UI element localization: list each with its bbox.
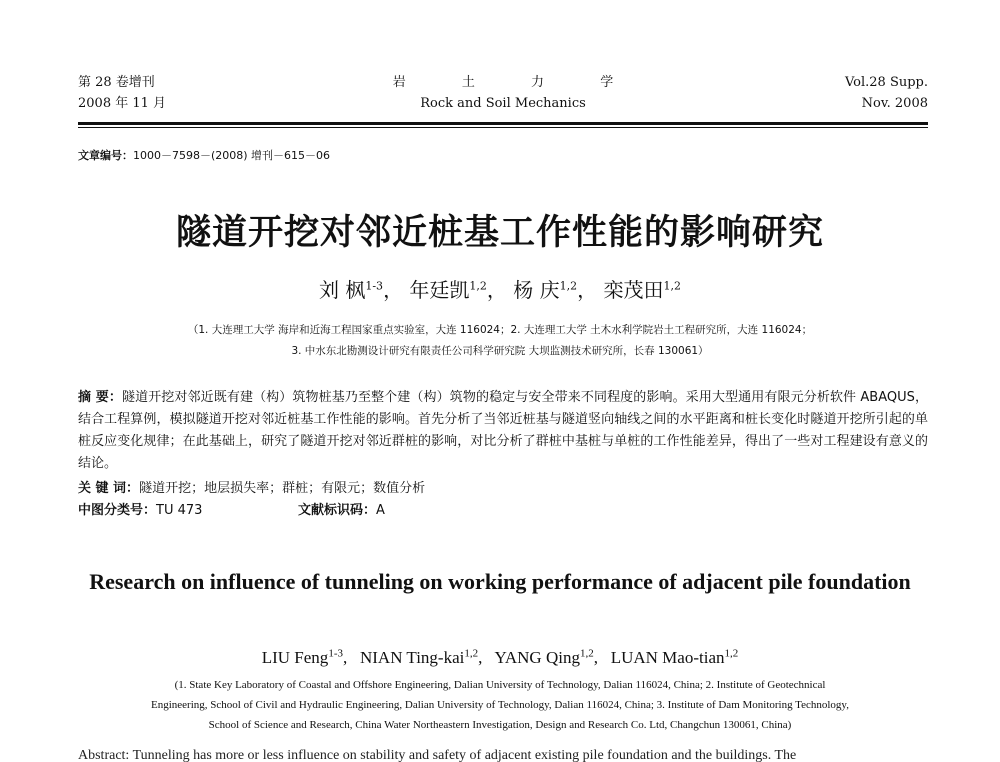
abstract-text: 隧道开挖对邻近既有建（构）筑物桩基乃至整个建（构）筑物的稳定与安全带来不同程度的影响。采用大型通用有限元分析软件 ABAQUS，结合工程算例，模拟隧道开挖对邻近桩基工作性能的影响。首先分析了当邻近桩基与隧道竖向轴线之间的水平距离和桩长变化时隧道开挖所引起的单桩反应变化规律；在此基础上，研究了隧道开挖对邻近群桩的影响，对比分析了群桩中基桩与单桩的工作性能差异，得出了一些对工程建设有意义的结论。 [78,390,928,471]
paper-title-en: Research on influence of tunneling on working performance of adjacent pile foundation [89,569,911,594]
journal-name-en: Rock and Soil Mechanics [420,96,586,111]
issue-date-en: Nov. 2008 [861,96,928,111]
keywords-cn [78,478,928,500]
author-cn: 杨 庆$^{1,2}$， [513,278,598,302]
abstract-en-partial: Abstract: Tunneling has more or less influence on stability and safety of adjacent existing pile foundation and the buildings. The [78,748,797,762]
author-list-cn [0,274,1000,303]
author-en: LUAN Mao-tian$^{1,2}$ [610,647,739,667]
author-en: LIU Feng$^{1-3}$, [261,647,356,667]
affiliation-cn-line: 3. 中水东北勘测设计研究有限责任公司科学研究院 大坝监测技术研究所，长春 130061） [291,345,709,357]
affiliation-cn [60,320,940,362]
document-code-value: A [376,503,385,518]
article-number [78,147,330,163]
issue-volume: 第 28 卷增刊 [78,75,155,90]
author-cn: 年廷凯$^{1,2}$， [409,278,507,302]
classification-line [78,500,928,522]
journal-header [78,72,928,116]
author-cn: 栾茂田$^{1,2}$ [603,278,681,302]
affiliation-en [70,675,930,735]
header-rule-thin [78,127,928,128]
document-code-label: 文献标识码： [298,503,377,518]
abstract-label: 摘 要： [78,390,122,405]
issue-info-en [845,72,928,114]
header-rule-thick [78,122,928,125]
author-en: YANG Qing$^{1,2}$, [494,647,607,667]
author-cn: 刘 枫$^{1-3}$， [318,278,404,302]
issue-date: 2008 年 11 月 [78,96,167,111]
article-number-label: 文章编号： [78,149,133,162]
affiliation-cn-line: （1. 大连理工大学 海岸和近海工程国家重点实验室，大连 116024；2. 大连理工大学 土木水利学院岩土工程研究所，大连 116024； [187,324,813,336]
article-number-value: 1000－7598－(2008) 增刊－615－06 [133,149,331,162]
author-list-en [0,647,1000,668]
issue-volume-en: Vol.28 Supp. [844,75,928,90]
author-en: NIAN Ting-kai$^{1,2}$, [359,647,491,667]
keywords-label: 关 键 词： [78,481,140,496]
affiliation-en-line: School of Science and Research, China Water Northeastern Investigation, Design and Research Co. Ltd, Changchun 130061, China) [208,719,792,731]
abstract-cn [78,387,928,475]
journal-name [78,72,928,114]
journal-name-cn: 岩 土 力 学 [392,75,640,90]
paper-title-cn: 隧道开挖对邻近桩基工作性能的影响研究 [175,213,824,253]
document-code [298,500,385,522]
clc-value: TU 473 [156,503,203,518]
clc-label: 中图分类号： [78,503,157,518]
keywords-text: 隧道开挖；地层损失率；群桩；有限元；数值分析 [139,481,426,496]
affiliation-en-line: (1. State Key Laboratory of Coastal and Offshore Engineering, Dalian University of Technology, Dalian 116024, China; 2. Institute of Geotechnical [174,679,826,691]
affiliation-en-line: Engineering, School of Civil and Hydraulic Engineering, Dalian University of Technology, Dalian 116024, China; 3. Institute of Dam Monitoring Technology, [151,699,849,711]
